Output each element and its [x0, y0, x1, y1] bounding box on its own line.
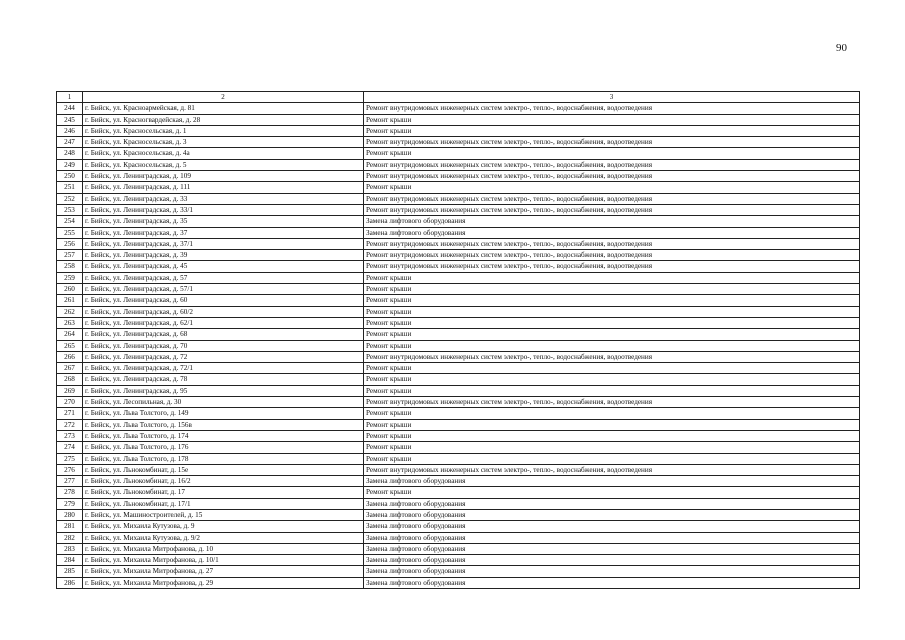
address-cell: г. Бийск, ул. Ленинградская, д. 57/1: [83, 284, 364, 295]
work-type-cell: Ремонт крыши: [364, 182, 860, 193]
repair-registry-table: [56, 91, 860, 589]
address-cell: г. Бийск, ул. Ленинградская, д. 62/1: [83, 317, 364, 328]
address-cell: г. Бийск, ул. Красносельская, д. 4а: [83, 148, 364, 159]
table-row: [57, 148, 860, 159]
row-number: 268: [57, 374, 83, 385]
table-row: [57, 363, 860, 374]
table-row: [57, 193, 860, 204]
work-type-cell: Ремонт крыши: [364, 487, 860, 498]
work-type-cell: Ремонт крыши: [364, 329, 860, 340]
table-row: [57, 329, 860, 340]
row-number: 273: [57, 430, 83, 441]
work-type-cell: Ремонт крыши: [364, 272, 860, 283]
row-number: 276: [57, 464, 83, 475]
table-header-row: [57, 92, 860, 103]
table-row: [57, 521, 860, 532]
row-number: 263: [57, 317, 83, 328]
address-cell: г. Бийск, ул. Ленинградская, д. 60: [83, 295, 364, 306]
table-row: [57, 509, 860, 520]
address-cell: г. Бийск, ул. Михаила Кутузова, д. 9: [83, 521, 364, 532]
address-cell: г. Бийск, ул. Ленинградская, д. 68: [83, 329, 364, 340]
row-number: 286: [57, 577, 83, 588]
table-row: [57, 385, 860, 396]
row-number: 254: [57, 216, 83, 227]
row-number: 264: [57, 329, 83, 340]
row-number: 260: [57, 284, 83, 295]
table-row: [57, 419, 860, 430]
table-row: [57, 442, 860, 453]
address-cell: г. Бийск, ул. Красносельская, д. 3: [83, 137, 364, 148]
row-number: 270: [57, 397, 83, 408]
address-cell: г. Бийск, ул. Льнокомбинат, д. 17: [83, 487, 364, 498]
row-number: 285: [57, 566, 83, 577]
table-row: [57, 476, 860, 487]
table-row: [57, 227, 860, 238]
row-number: 267: [57, 363, 83, 374]
table-row: [57, 284, 860, 295]
row-number: 269: [57, 385, 83, 396]
work-type-cell: Ремонт крыши: [364, 408, 860, 419]
address-cell: г. Бийск, ул. Михаила Митрофанова, д. 10/1: [83, 555, 364, 566]
table-row: [57, 250, 860, 261]
work-type-cell: Ремонт внутридомовых инженерных систем электро-, тепло-, водоснабжения, водоотведения: [364, 464, 860, 475]
table-row: [57, 577, 860, 588]
work-type-cell: Замена лифтового оборудования: [364, 566, 860, 577]
row-number: 283: [57, 543, 83, 554]
row-number: 275: [57, 453, 83, 464]
row-number: 261: [57, 295, 83, 306]
work-type-cell: Замена лифтового оборудования: [364, 509, 860, 520]
row-number: 272: [57, 419, 83, 430]
work-type-cell: Замена лифтового оборудования: [364, 532, 860, 543]
address-cell: г. Бийск, ул. Ленинградская, д. 33: [83, 193, 364, 204]
row-number: 255: [57, 227, 83, 238]
row-number: 251: [57, 182, 83, 193]
table-row: [57, 182, 860, 193]
row-number: 266: [57, 351, 83, 362]
work-type-cell: Ремонт крыши: [364, 363, 860, 374]
row-number: 257: [57, 250, 83, 261]
row-number: 279: [57, 498, 83, 509]
address-cell: г. Бийск, ул. Ленинградская, д. 37: [83, 227, 364, 238]
address-cell: г. Бийск, ул. Льва Толстого, д. 156в: [83, 419, 364, 430]
row-number: 246: [57, 125, 83, 136]
table-row: [57, 555, 860, 566]
work-type-cell: Ремонт внутридомовых инженерных систем электро-, тепло-, водоснабжения, водоотведения: [364, 171, 860, 182]
address-cell: г. Бийск, ул. Ленинградская, д. 33/1: [83, 204, 364, 215]
table-row: [57, 543, 860, 554]
address-cell: г. Бийск, ул. Ленинградская, д. 39: [83, 250, 364, 261]
row-number: 282: [57, 532, 83, 543]
table-row: [57, 408, 860, 419]
work-type-cell: Замена лифтового оборудования: [364, 227, 860, 238]
work-type-cell: Ремонт внутридомовых инженерных систем электро-, тепло-, водоснабжения, водоотведения: [364, 397, 860, 408]
row-number: 249: [57, 159, 83, 170]
row-number: 245: [57, 114, 83, 125]
table-row: [57, 340, 860, 351]
row-number: 278: [57, 487, 83, 498]
address-cell: г. Бийск, ул. Ленинградская, д. 72: [83, 351, 364, 362]
header-col-2: 2: [83, 92, 364, 103]
table-row: [57, 397, 860, 408]
row-number: 248: [57, 148, 83, 159]
address-cell: г. Бийск, ул. Ленинградская, д. 78: [83, 374, 364, 385]
table-row: [57, 532, 860, 543]
address-cell: г. Бийск, ул. Льнокомбинат, д. 16/2: [83, 476, 364, 487]
address-cell: г. Бийск, ул. Михаила Кутузова, д. 9/2: [83, 532, 364, 543]
table-row: [57, 272, 860, 283]
work-type-cell: Замена лифтового оборудования: [364, 521, 860, 532]
table-row: [57, 204, 860, 215]
table-body: [57, 92, 860, 589]
work-type-cell: Замена лифтового оборудования: [364, 543, 860, 554]
table-row: [57, 159, 860, 170]
work-type-cell: Ремонт крыши: [364, 430, 860, 441]
work-type-cell: Замена лифтового оборудования: [364, 216, 860, 227]
work-type-cell: Замена лифтового оборудования: [364, 577, 860, 588]
table-row: [57, 216, 860, 227]
work-type-cell: Ремонт внутридомовых инженерных систем электро-, тепло-, водоснабжения, водоотведения: [364, 204, 860, 215]
table-row: [57, 295, 860, 306]
work-type-cell: Ремонт крыши: [364, 419, 860, 430]
address-cell: г. Бийск, ул. Льва Толстого, д. 149: [83, 408, 364, 419]
row-number: 277: [57, 476, 83, 487]
address-cell: г. Бийск, ул. Льва Толстого, д. 176: [83, 442, 364, 453]
row-number: 265: [57, 340, 83, 351]
header-col-3: 3: [364, 92, 860, 103]
row-number: 244: [57, 103, 83, 114]
work-type-cell: Ремонт внутридомовых инженерных систем электро-, тепло-, водоснабжения, водоотведения: [364, 238, 860, 249]
address-cell: г. Бийск, ул. Михаила Митрофанова, д. 29: [83, 577, 364, 588]
table-row: [57, 137, 860, 148]
address-cell: г. Бийск, ул. Михаила Митрофанова, д. 10: [83, 543, 364, 554]
table-row: [57, 317, 860, 328]
address-cell: г. Бийск, ул. Лесопильная, д. 30: [83, 397, 364, 408]
row-number: 252: [57, 193, 83, 204]
table-row: [57, 306, 860, 317]
address-cell: г. Бийск, ул. Ленинградская, д. 57: [83, 272, 364, 283]
work-type-cell: Ремонт крыши: [364, 317, 860, 328]
address-cell: г. Бийск, ул. Ленинградская, д. 72/1: [83, 363, 364, 374]
address-cell: г. Бийск, ул. Льнокомбинат, д. 15е: [83, 464, 364, 475]
work-type-cell: Ремонт крыши: [364, 453, 860, 464]
address-cell: г. Бийск, ул. Ленинградская, д. 95: [83, 385, 364, 396]
work-type-cell: Ремонт внутридомовых инженерных систем электро-, тепло-, водоснабжения, водоотведения: [364, 159, 860, 170]
table-row: [57, 374, 860, 385]
address-cell: г. Бийск, ул. Ленинградская, д. 45: [83, 261, 364, 272]
work-type-cell: Ремонт внутридомовых инженерных систем электро-, тепло-, водоснабжения, водоотведения: [364, 250, 860, 261]
row-number: 262: [57, 306, 83, 317]
table-row: [57, 125, 860, 136]
table-row: [57, 171, 860, 182]
address-cell: г. Бийск, ул. Ленинградская, д. 70: [83, 340, 364, 351]
row-number: 280: [57, 509, 83, 520]
work-type-cell: Ремонт крыши: [364, 385, 860, 396]
address-cell: г. Бийск, ул. Льнокомбинат, д. 17/1: [83, 498, 364, 509]
work-type-cell: Ремонт крыши: [364, 442, 860, 453]
table-row: [57, 114, 860, 125]
address-cell: г. Бийск, ул. Ленинградская, д. 60/2: [83, 306, 364, 317]
table-row: [57, 430, 860, 441]
table-row: [57, 487, 860, 498]
table-row: [57, 103, 860, 114]
work-type-cell: Ремонт крыши: [364, 306, 860, 317]
row-number: 253: [57, 204, 83, 215]
work-type-cell: Ремонт крыши: [364, 374, 860, 385]
work-type-cell: Ремонт внутридомовых инженерных систем электро-, тепло-, водоснабжения, водоотведения: [364, 193, 860, 204]
table-row: [57, 453, 860, 464]
work-type-cell: Ремонт крыши: [364, 148, 860, 159]
header-col-1: 1: [57, 92, 83, 103]
table-row: [57, 238, 860, 249]
work-type-cell: Ремонт крыши: [364, 284, 860, 295]
address-cell: г. Бийск, ул. Льва Толстого, д. 178: [83, 453, 364, 464]
address-cell: г. Бийск, ул. Ленинградская, д. 35: [83, 216, 364, 227]
work-type-cell: Ремонт внутридомовых инженерных систем электро-, тепло-, водоснабжения, водоотведения: [364, 103, 860, 114]
address-cell: г. Бийск, ул. Михаила Митрофанова, д. 27: [83, 566, 364, 577]
row-number: 274: [57, 442, 83, 453]
work-type-cell: Ремонт крыши: [364, 340, 860, 351]
address-cell: г. Бийск, ул. Ленинградская, д. 109: [83, 171, 364, 182]
table-row: [57, 566, 860, 577]
work-type-cell: Ремонт внутридомовых инженерных систем электро-, тепло-, водоснабжения, водоотведения: [364, 137, 860, 148]
work-type-cell: Ремонт крыши: [364, 125, 860, 136]
work-type-cell: Ремонт крыши: [364, 295, 860, 306]
address-cell: г. Бийск, ул. Льва Толстого, д. 174: [83, 430, 364, 441]
address-cell: г. Бийск, ул. Красносельская, д. 1: [83, 125, 364, 136]
row-number: 256: [57, 238, 83, 249]
table-row: [57, 464, 860, 475]
address-cell: г. Бийск, ул. Красносельская, д. 5: [83, 159, 364, 170]
table-row: [57, 351, 860, 362]
row-number: 258: [57, 261, 83, 272]
address-cell: г. Бийск, ул. Машиностроителей, д. 15: [83, 509, 364, 520]
page-number: 90: [836, 42, 847, 54]
work-type-cell: Замена лифтового оборудования: [364, 555, 860, 566]
work-type-cell: Ремонт внутридомовых инженерных систем электро-, тепло-, водоснабжения, водоотведения: [364, 261, 860, 272]
row-number: 271: [57, 408, 83, 419]
work-type-cell: Ремонт внутридомовых инженерных систем электро-, тепло-, водоснабжения, водоотведения: [364, 351, 860, 362]
address-cell: г. Бийск, ул. Красногвардейская, д. 28: [83, 114, 364, 125]
work-type-cell: Замена лифтового оборудования: [364, 498, 860, 509]
address-cell: г. Бийск, ул. Ленинградская, д. 111: [83, 182, 364, 193]
row-number: 259: [57, 272, 83, 283]
work-type-cell: Ремонт крыши: [364, 114, 860, 125]
work-type-cell: Замена лифтового оборудования: [364, 476, 860, 487]
address-cell: г. Бийск, ул. Ленинградская, д. 37/1: [83, 238, 364, 249]
row-number: 250: [57, 171, 83, 182]
row-number: 281: [57, 521, 83, 532]
table-row: [57, 498, 860, 509]
address-cell: г. Бийск, ул. Красноармейская, д. 81: [83, 103, 364, 114]
row-number: 284: [57, 555, 83, 566]
row-number: 247: [57, 137, 83, 148]
table-row: [57, 261, 860, 272]
